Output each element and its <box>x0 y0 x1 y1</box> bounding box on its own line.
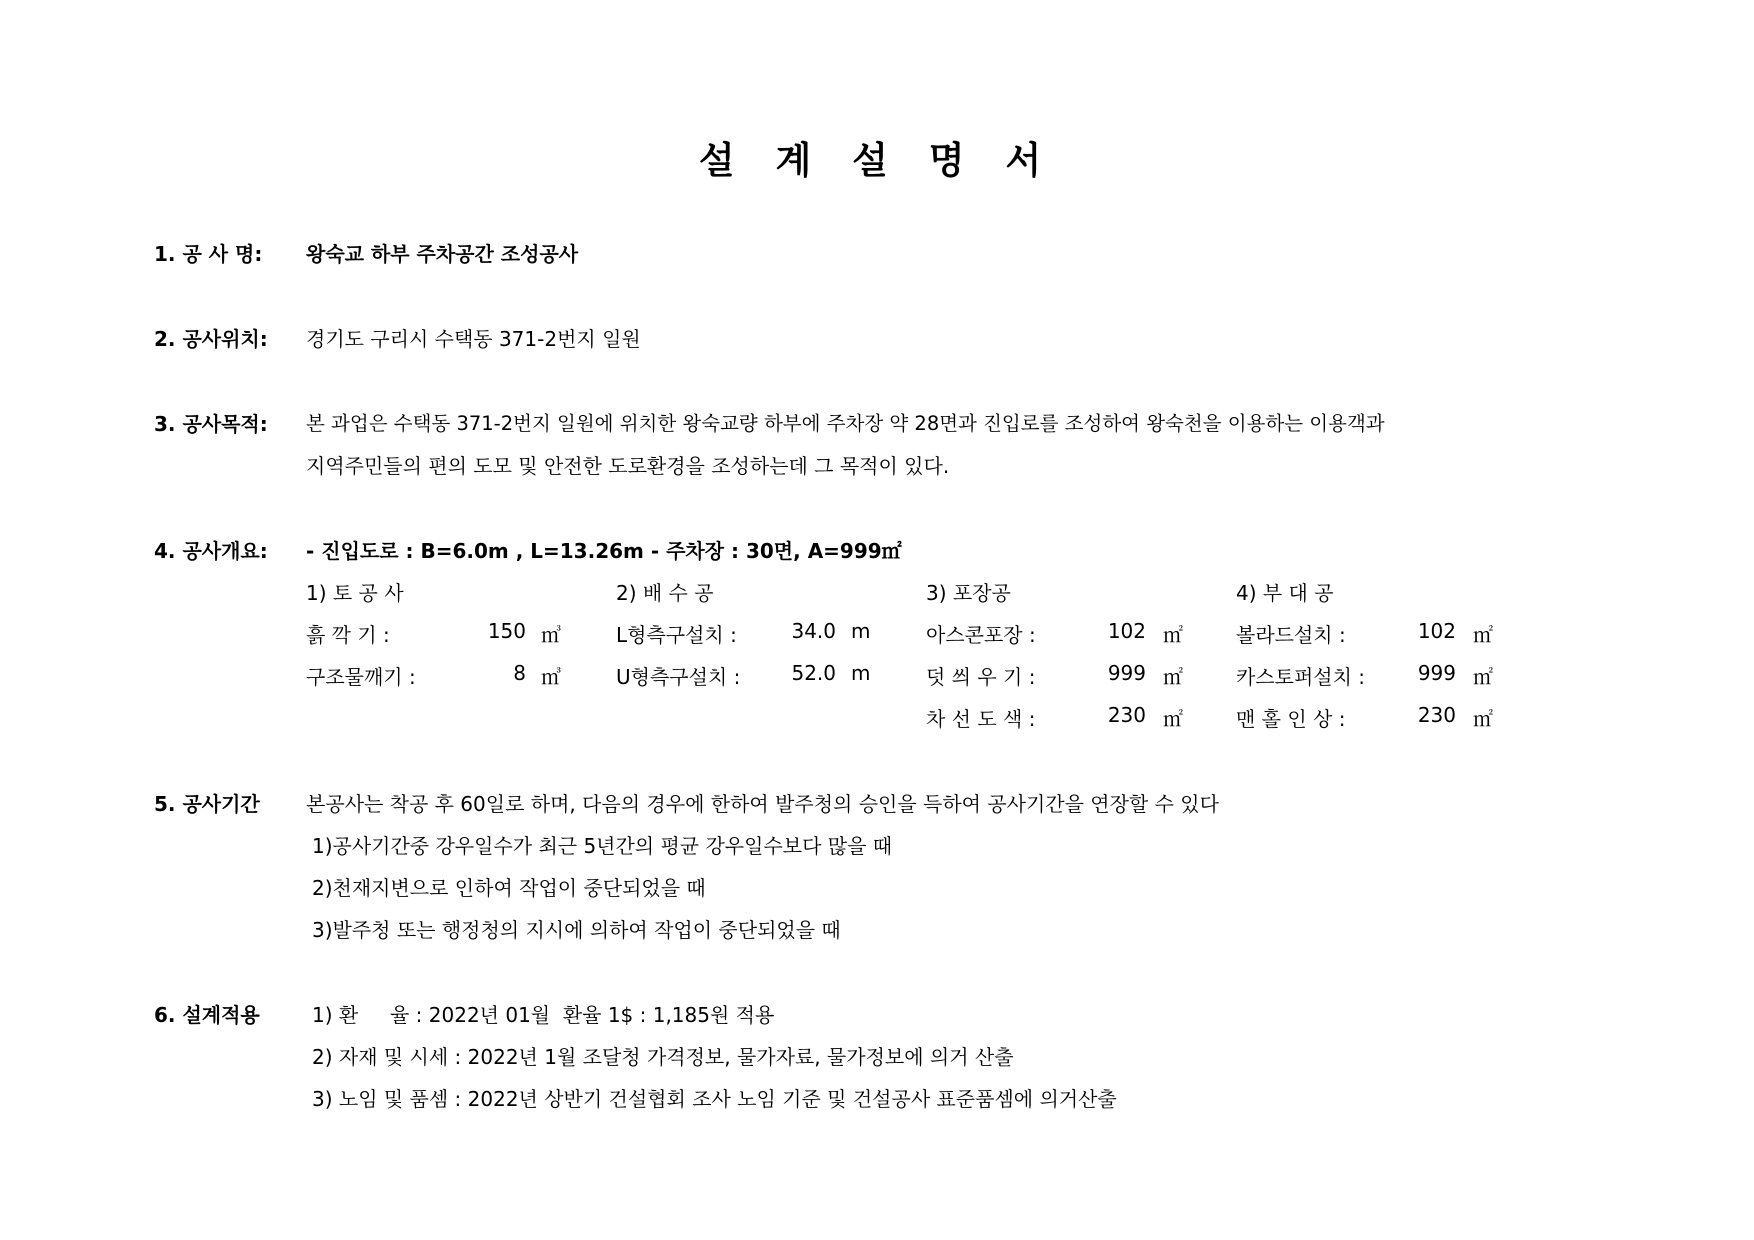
extension-condition: 3)발주청 또는 행정청의 지시에 의하여 작업이 중단되었을 때 <box>312 918 841 942</box>
item-unit: ㎡ <box>1163 707 1183 731</box>
project-purpose-line-2: 지역주민들의 편의 도모 및 안전한 도로환경을 조성하는데 그 목적이 있다. <box>306 454 950 478</box>
item-value: 230 <box>1107 703 1146 727</box>
item-unit: ㎡ <box>1163 623 1183 647</box>
item-unit: ㎥ <box>541 623 561 647</box>
item-name: 흙 깍 기 : <box>306 623 390 647</box>
project-purpose-line-1: 본 과업은 수택동 371-2번지 일원에 위치한 왕숙교량 하부에 주차장 약 28면과 진입로를 조성하여 왕숙천을 이용하는 이용객과 <box>306 412 1385 435</box>
item-value: 230 <box>1417 703 1456 727</box>
project-location: 경기도 구리시 수택동 371-2번지 일원 <box>306 327 641 351</box>
item-name: 차 선 도 색 : <box>926 707 1036 731</box>
item-unit: m <box>851 619 871 643</box>
item-unit: ㎥ <box>541 665 561 689</box>
design-basis-item: 2) 자재 및 시세 : 2022년 1월 조달청 가격정보, 물가자료, 물가정보에 의거 산출 <box>312 1045 1014 1069</box>
design-basis-item: 3) 노임 및 품셈 : 2022년 상반기 건설협회 조사 노임 기준 및 건설공사 표준품셈에 의거산출 <box>312 1087 1117 1111</box>
group-heading-drainage: 2) 배 수 공 <box>616 581 714 605</box>
section-4-label: 4. 공사개요: <box>154 539 268 563</box>
item-value: 8 <box>513 661 526 685</box>
item-unit: ㎡ <box>1163 665 1183 689</box>
extension-condition: 2)천재지변으로 인하여 작업이 중단되었을 때 <box>312 876 706 900</box>
item-name: L형측구설치 : <box>616 623 737 647</box>
item-unit: ㎡ <box>1473 707 1493 731</box>
item-name: 볼라드설치 : <box>1236 623 1346 647</box>
document-title: 설 계 설 명 서 <box>698 139 1056 182</box>
section-5-label: 5. 공사기간 <box>154 792 260 816</box>
item-value: 999 <box>1417 661 1456 685</box>
extension-condition: 1)공사기간중 강우일수가 최근 5년간의 평균 강우일수보다 많을 때 <box>312 834 893 858</box>
project-summary: - 진입도로 : B=6.0m , L=13.26m - 주차장 : 30면, A=999㎡ <box>306 539 902 563</box>
project-name: 왕숙교 하부 주차공간 조성공사 <box>306 242 579 266</box>
item-name: 덧 씌 우 기 : <box>926 665 1036 689</box>
section-1-label: 1. 공 사 명: <box>154 242 263 266</box>
item-name: 아스콘포장 : <box>926 623 1036 647</box>
group-heading-paving: 3) 포장공 <box>926 581 1011 605</box>
design-basis-item: 1) 환 율 : 2022년 01월 환율 1$ : 1,185원 적용 <box>312 1003 775 1027</box>
item-value: 34.0 <box>791 619 836 643</box>
group-heading-earthwork: 1) 토 공 사 <box>306 581 404 605</box>
item-value: 102 <box>1107 619 1146 643</box>
section-3-label: 3. 공사목적: <box>154 412 268 436</box>
item-name: 맨 홀 인 상 : <box>1236 707 1346 731</box>
item-value: 150 <box>487 619 526 643</box>
item-value: 999 <box>1107 661 1146 685</box>
group-heading-auxiliary: 4) 부 대 공 <box>1236 581 1334 605</box>
construction-period-intro: 본공사는 착공 후 60일로 하며, 다음의 경우에 한하여 발주청의 승인을 득하여 공사기간을 연장할 수 있다 <box>306 792 1219 816</box>
section-2-label: 2. 공사위치: <box>154 327 268 351</box>
item-unit: m <box>851 661 871 685</box>
item-value: 102 <box>1417 619 1456 643</box>
item-name: 카스토퍼설치 : <box>1236 665 1366 689</box>
item-name: U형측구설치 : <box>616 665 741 689</box>
item-unit: ㎡ <box>1473 623 1493 647</box>
item-name: 구조물깨기 : <box>306 665 416 689</box>
section-6-label: 6. 설계적용 <box>154 1003 260 1027</box>
item-value: 52.0 <box>791 661 836 685</box>
item-unit: ㎡ <box>1473 665 1493 689</box>
